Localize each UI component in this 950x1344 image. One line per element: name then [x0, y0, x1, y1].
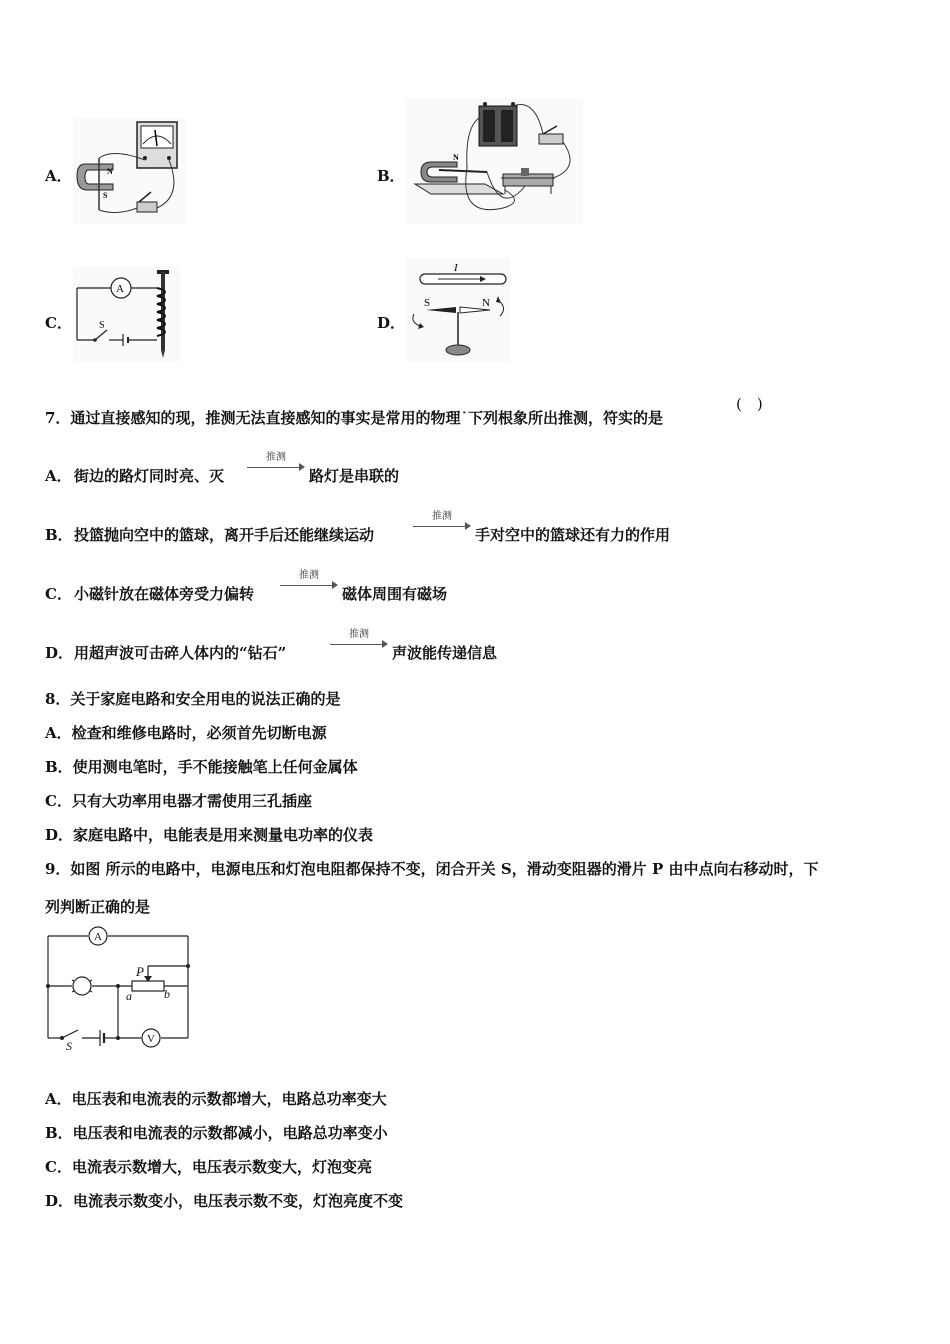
q8-option-a: A．检查和维修电路时，必须首先切断电源 [45, 724, 327, 742]
q7-option-d-conclusion: 声波能传递信息 [392, 644, 498, 662]
current-label: I [454, 262, 458, 274]
q9-option-a: A．电压表和电流表的示数都增大，电路总功率变大 [45, 1090, 387, 1108]
voltmeter-label: V [147, 1033, 155, 1045]
q6-option-c-label: C． [45, 314, 72, 332]
inference-arrow-label: 推测 [299, 570, 319, 581]
current-wire-compass-figure [406, 258, 510, 362]
q8-option-d: D．家庭电路中，电能表是用来测量电功率的仪表 [45, 826, 374, 844]
q8-stem: 8．关于家庭电路和安全用电的说法正确的是 [45, 690, 341, 708]
north-pole-label: N [482, 297, 490, 309]
q9-option-d: D．电流表示数变小，电压表示数不变，灯泡亮度不变 [45, 1192, 404, 1210]
q7-option-b-premise: 投篮抛向空中的篮球，离开手后还能继续运动 [74, 526, 375, 544]
q7-option-c-label: C． [45, 585, 72, 603]
q7-option-a-premise: 街边的路灯同时亮、灭 [74, 467, 225, 485]
slider-p-label: P [136, 964, 144, 979]
electromagnet-figure [73, 266, 180, 362]
circuit-diagram [44, 926, 194, 1054]
q7-stem: 7．通过直接感知的现，推测无法直接感知的事实是常用的物理˙下列根象所出推测，符实的是 [45, 409, 663, 427]
q9-option-b: B．电压表和电流表的示数都减小，电路总功率变小 [45, 1124, 388, 1142]
q7-option-b-label: B． [45, 526, 73, 544]
q8-option-c: C．只有大功率用电器才需使用三孔插座 [45, 792, 312, 810]
q7-option-c-conclusion: 磁体周围有磁场 [342, 585, 448, 603]
inference-arrow [413, 511, 471, 535]
q9-stem-line2: 列判断正确的是 [45, 898, 151, 916]
ammeter-symbol: A [116, 283, 124, 295]
q9-stem-line1: 9．如图 所示的电路中，电源电压和灯泡电阻都保持不变，闭合开关 S，滑动变阻器的滑片 P 由中点向右移动时，下 [45, 860, 819, 878]
inference-arrow [330, 629, 388, 653]
q7-option-a-label: A． [45, 467, 72, 485]
q7-option-d-premise: 用超声波可击碎人体内的“钻石” [74, 644, 287, 662]
q7-option-a-conclusion: 路灯是串联的 [309, 467, 400, 485]
q8-option-b: B．使用测电笔时，手不能接触笔上任何金属体 [45, 758, 358, 776]
svg-text:N: N [453, 153, 459, 162]
south-pole-label: S [424, 297, 431, 309]
q7-option-d-label: D． [45, 644, 74, 662]
answer-bracket: ( ) [736, 395, 763, 413]
q6-option-d-label: D． [377, 314, 406, 332]
inference-arrow [247, 452, 305, 476]
q7-option-c-premise: 小磁针放在磁体旁受力偏转 [74, 585, 255, 603]
terminal-a-label: a [126, 989, 132, 1003]
inference-arrow-label: 推测 [349, 629, 369, 640]
q6-option-b-label: B． [377, 167, 405, 185]
galvanometer-magnet-figure [73, 118, 185, 224]
q9-option-c: C．电流表示数增大，电压表示数变大，灯泡变亮 [45, 1158, 372, 1176]
svg-text:N: N [107, 167, 113, 176]
switch-s-label: S [66, 1039, 72, 1053]
terminal-b-label: b [164, 987, 170, 1001]
q7-option-b-conclusion: 手对空中的篮球还有力的作用 [475, 526, 671, 544]
inference-arrow [280, 570, 338, 594]
battery-magnet-rheostat-figure [405, 98, 583, 224]
inference-arrow-label: 推测 [432, 511, 452, 522]
q6-option-a-label: A． [45, 167, 72, 185]
inference-arrow-label: 推测 [266, 452, 286, 463]
svg-text:S: S [103, 191, 108, 200]
switch-label: S [99, 320, 105, 331]
ammeter-label: A [94, 931, 102, 943]
